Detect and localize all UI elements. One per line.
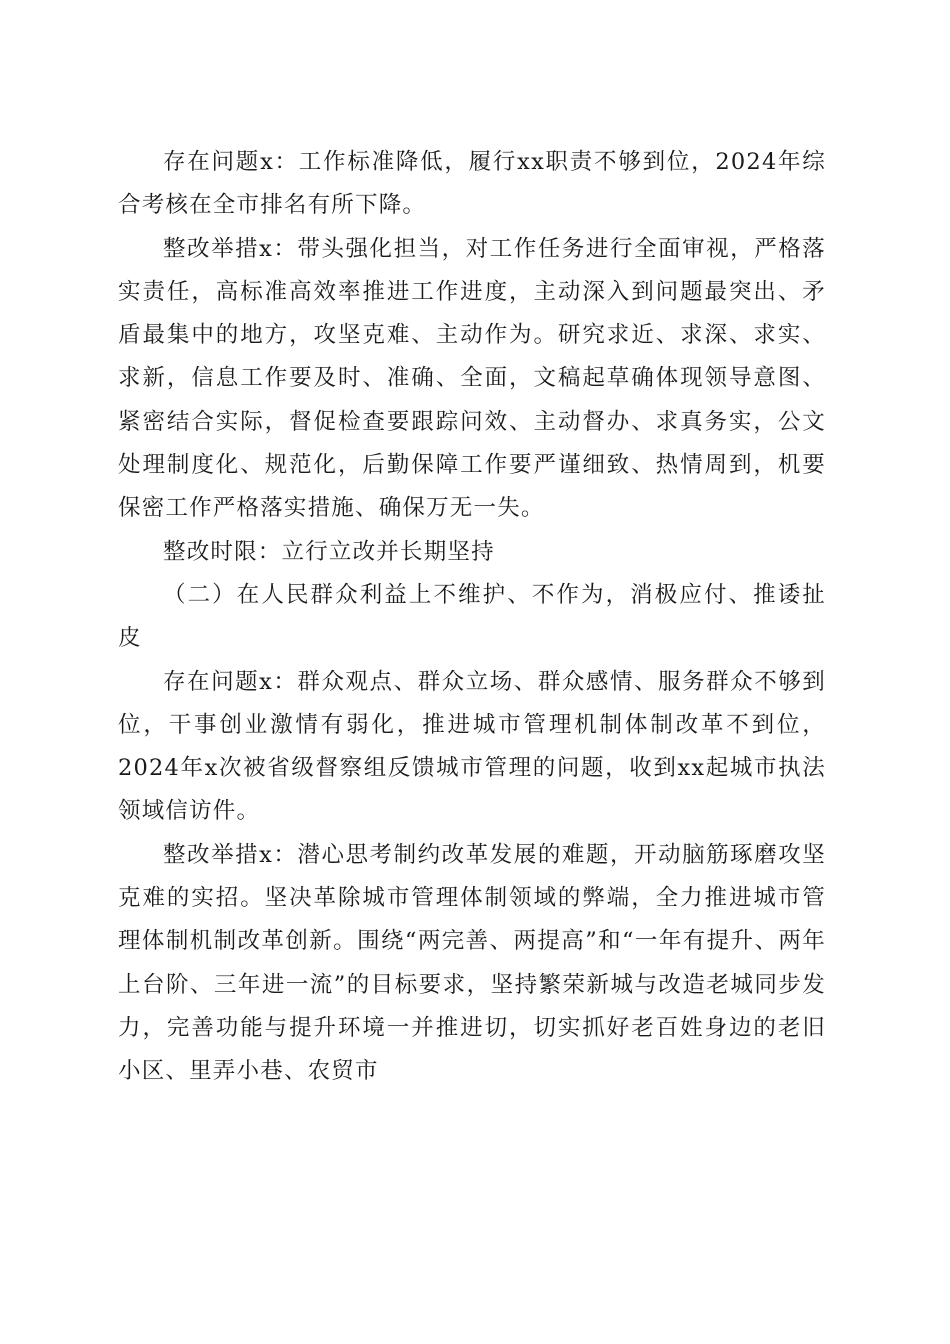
document-body	[118, 141, 826, 1094]
paragraph-problem-2: 存在问题x：群众观点、群众立场、群众感情、服务群众不够到位，干事创业激情有弱化，推进城市管理机制体制改革不到位，2024年x次被省级督察组反馈城市管理的问题，收到xx起城市执法领域信访件。	[118, 668, 826, 825]
paragraph-measures-1: 整改举措x：带头强化担当，对工作任务进行全面审视，严格落实责任，高标准高效率推进工作进度，主动深入到问题最突出、矛盾最集中的地方，攻坚克难、主动作为。研究求近、求深、求实、求新，信息工作要及时、准确、全面，文稿起草确体现领导意图、紧密结合实际，督促检查要跟踪问效、主动督办、求真务实，公文处理制度化、规范化，后勤保障工作要严谨细致、热情周到，机要保密工作严格落实措施、确保万无一失。	[118, 235, 826, 522]
section-heading-2: （二）在人民群众利益上不维护、不作为，消极应付、推诿扯皮	[118, 581, 826, 652]
paragraph-problem-1: 存在问题x：工作标准降低，履行xx职责不够到位，2024年综合考核在全市排名有所下降。	[118, 149, 826, 219]
paragraph-deadline-1: 整改时限：立行立改并长期坚持	[163, 538, 495, 565]
paragraph-measures-2: 整改举措x：潜心思考制约改革发展的难题，开动脑筋琢磨攻坚克难的实招。坚决革除城市管理体制领域的弊端，全力推进城市管理体制机制改革创新。围绕“两完善、两提高”和“一年有提升、两年上台阶、三年进一流”的目标要求，坚持繁荣新城与改造老城同步发力，完善功能与提升环境一并推进切，切实抓好老百姓身边的老旧小区、里弄小巷、农贸市	[118, 841, 826, 1085]
